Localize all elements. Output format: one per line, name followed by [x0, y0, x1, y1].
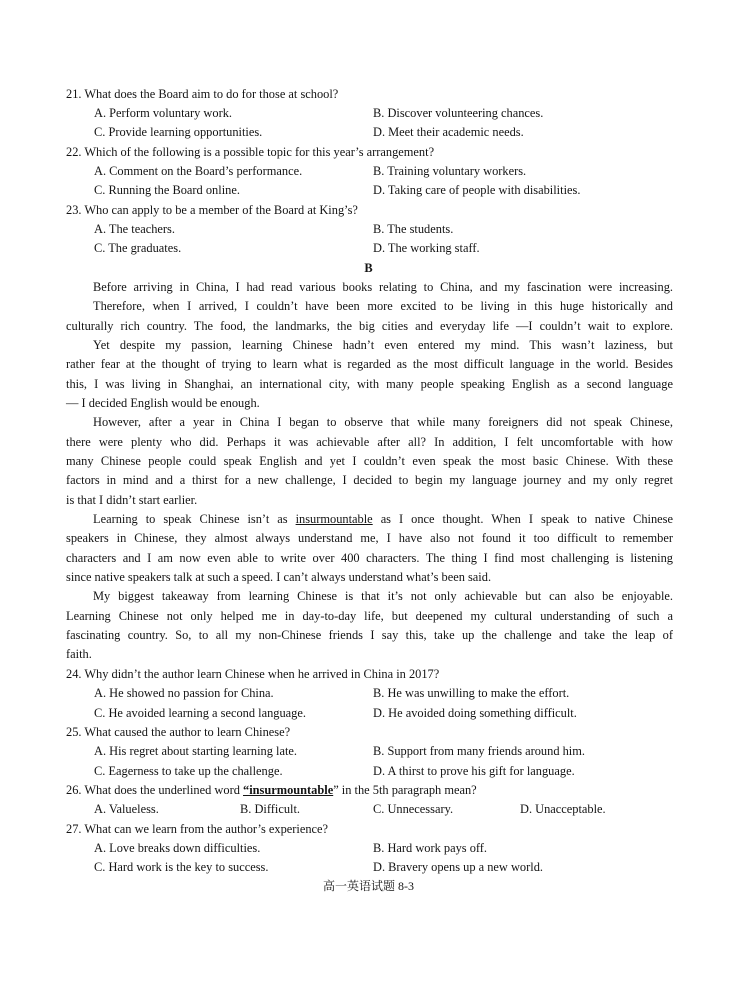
q22-option-a: A. Comment on the Board’s performance.: [94, 164, 303, 178]
passage-line: speakers in Chinese, they almost always understand me, I have also not found it too difficult to remember: [66, 531, 673, 545]
passage-line: Before arriving in China, I had read various books relating to China, and my fascination were increasing.: [93, 280, 673, 294]
page-footer: 高一英语试题 8-3: [323, 879, 414, 893]
passage-line: characters and I am now even able to write over 400 characters. The thing I find most challenging is listening: [66, 551, 673, 565]
question-25: 25. What caused the author to learn Chinese?: [66, 725, 291, 739]
q21-option-c: C. Provide learning opportunities.: [94, 125, 263, 139]
passage-line: My biggest takeaway from learning Chinese is that it’s not only achievable but can also be enjoyable.: [93, 589, 673, 603]
q27-option-d: D. Bravery opens up a new world.: [373, 860, 543, 874]
passage-text: as I once thought. When I speak to native Chinese: [380, 512, 673, 526]
passage-line: culturally rich country. The food, the landmarks, the big cities and everyday life —I couldn’t wait to explore.: [66, 319, 673, 333]
q21-option-b: B. Discover volunteering chances.: [373, 106, 544, 120]
passage-line: Learning Chinese not only helped me in day-to-day life, but deepened my cultural understanding of such a: [66, 609, 673, 623]
q26-option-c: C. Unnecessary.: [373, 802, 454, 816]
passage-line: However, after a year in China I began to observe that while many foreigners did not speak Chinese,: [93, 415, 673, 429]
question-22: 22. Which of the following is a possible topic for this year’s arrangement?: [66, 145, 435, 159]
question-23: 23. Who can apply to be a member of the Board at King’s?: [66, 203, 358, 217]
q23-option-a: A. The teachers.: [94, 222, 175, 236]
q24-option-c: C. He avoided learning a second language.: [94, 706, 306, 720]
q25-option-a: A. His regret about starting learning late.: [94, 744, 298, 758]
passage-line: fascinating country. So, to all my non-Chinese friends I say this, take up the challenge and take the leap of: [66, 628, 673, 642]
q23-option-d: D. The working staff.: [373, 241, 480, 255]
passage-line: Yet despite my passion, learning Chinese hadn’t even entered my mind. This wasn’t laziness, but: [93, 338, 673, 352]
question-24: 24. Why didn’t the author learn Chinese when he arrived in China in 2017?: [66, 667, 440, 681]
q24-option-a: A. He showed no passion for China.: [94, 686, 274, 700]
q27-option-b: B. Hard work pays off.: [373, 841, 488, 855]
q22-option-c: C. Running the Board online.: [94, 183, 240, 197]
underlined-word-insurmountable: insurmountable: [295, 512, 373, 526]
q25-option-c: C. Eagerness to take up the challenge.: [94, 764, 283, 778]
passage-line: is that I didn’t start earlier.: [66, 493, 198, 507]
q24-option-d: D. He avoided doing something difficult.: [373, 706, 577, 720]
passage-line: this, I was living in Shanghai, an international city, with many people speaking English as a second language: [66, 377, 673, 391]
q22-option-d: D. Taking care of people with disabilities.: [373, 183, 581, 197]
passage-line: rather fear at the thought of trying to learn what is regarded as the most difficult language in the world. Besides: [66, 357, 673, 371]
passage-text: Learning to speak Chinese isn’t as: [93, 512, 288, 526]
passage-line: — I decided English would be enough.: [66, 396, 260, 410]
q26-option-d: D. Unacceptable.: [520, 802, 606, 816]
passage-line: faith.: [66, 647, 92, 661]
q26-stem-pre: 26. What does the underlined word: [66, 783, 240, 797]
q21-option-a: A. Perform voluntary work.: [94, 106, 232, 120]
passage-line: many Chinese people could speak English and yet I couldn’t even speak the most basic Chinese. With these: [66, 454, 673, 468]
q23-option-b: B. The students.: [373, 222, 454, 236]
section-b-heading: B: [364, 261, 373, 275]
q22-option-b: B. Training voluntary workers.: [373, 164, 527, 178]
question-27: 27. What can we learn from the author’s experience?: [66, 822, 329, 836]
passage-line: since native speakers talk at such a speed. I can’t always understand what’s been said.: [66, 570, 492, 584]
q24-option-b: B. He was unwilling to make the effort.: [373, 686, 570, 700]
q26-option-a: A. Valueless.: [94, 802, 159, 816]
q23-option-c: C. The graduates.: [94, 241, 182, 255]
passage-line: Therefore, when I arrived, I couldn’t have been more excited to be living in this huge historically and: [93, 299, 673, 313]
question-26: [66, 782, 477, 798]
q26-option-b: B. Difficult.: [240, 802, 300, 816]
question-21: 21. What does the Board aim to do for those at school?: [66, 87, 339, 101]
passage-line: there were plenty who did. Perhaps it was achievable after all? In addition, I felt uncomfortable with how: [66, 435, 673, 449]
q25-option-d: D. A thirst to prove his gift for language.: [373, 764, 575, 778]
passage-line-with-underline: [66, 511, 673, 527]
q27-option-c: C. Hard work is the key to success.: [94, 860, 269, 874]
q26-stem-post: ” in the 5th paragraph mean?: [333, 783, 477, 797]
q27-option-a: A. Love breaks down difficulties.: [94, 841, 261, 855]
q26-underlined-word: “insurmountable: [243, 783, 334, 797]
q21-option-d: D. Meet their academic needs.: [373, 125, 524, 139]
q25-option-b: B. Support from many friends around him.: [373, 744, 585, 758]
passage-line: factors in mind and a thirst for a new challenge, I decided to begin my language journey and my only regret: [66, 473, 673, 487]
